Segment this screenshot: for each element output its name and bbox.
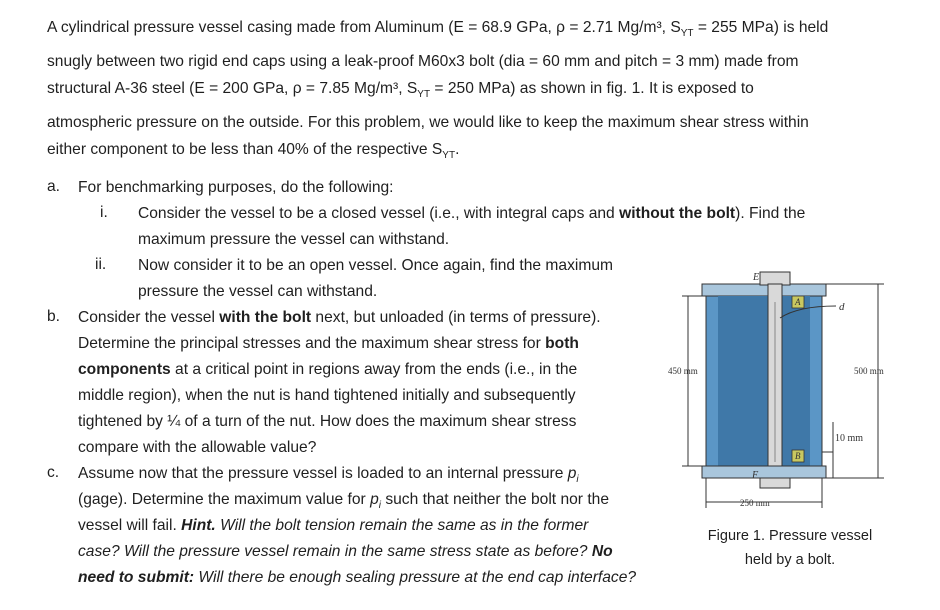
label-a: A: [795, 297, 801, 307]
part-b-line-2: Determine the principal stresses and the maximum shear stress for both: [78, 335, 579, 352]
part-b-marker: b.: [47, 308, 61, 325]
part-a-i-line-1: Consider the vessel to be a closed vessel (i.e., with integral caps and without the bolt). Find the: [138, 205, 806, 222]
part-c-line-1: Assume now that the pressure vessel is loaded to an internal pressure $p_i$: [78, 465, 579, 486]
intro-line-5: either component to be less than 40% of the respective $S_{YT}$.: [47, 141, 460, 162]
figure-1: [668, 262, 908, 522]
figure-caption: [690, 524, 890, 572]
caption-line-2: held by a bolt.: [744, 552, 836, 568]
label-d: d: [839, 301, 845, 313]
label-f: F: [752, 470, 759, 481]
bolt-head-top: [760, 272, 790, 285]
part-a-lead: For benchmarking purposes, do the following:: [78, 179, 394, 196]
pressure-vessel-diagram: [668, 262, 908, 522]
dim-450: 450 mm: [668, 366, 698, 376]
top-end-cap: [702, 284, 826, 296]
part-b-line-4: middle region), when the nut is hand tightened initially and subsequently: [78, 387, 576, 404]
dim-250: 250 mm: [740, 498, 770, 508]
part-a-ii-line-2: pressure the vessel can withstand.: [138, 283, 378, 300]
vessel-inner: [718, 296, 810, 466]
part-a-i-line-2: maximum pressure the vessel can withstand.: [138, 231, 450, 248]
part-a-marker: a.: [47, 178, 61, 195]
dim-10: 10 mm: [835, 433, 864, 444]
intro-paragraph: [47, 14, 922, 170]
part-b-line-3: components at a critical point in regions away from the ends (i.e., in the: [78, 361, 578, 378]
caption-line-1: Figure 1. Pressure vessel: [707, 528, 873, 544]
intro-line-1: A cylindrical pressure vessel casing made from Aluminum (E = 68.9 GPa, ρ = 2.71 Mg/m³, $S_{YT} = 255$ MPa) is held: [47, 19, 829, 40]
nut-bottom: [760, 478, 790, 488]
part-b-line-1: Consider the vessel with the bolt next, but unloaded (in terms of pressure).: [78, 309, 601, 326]
part-c-line-4: case? Will the pressure vessel remain in the same stress state as before? No: [78, 543, 613, 560]
part-b-line-6: compare with the allowable value?: [78, 439, 317, 456]
part-c-line-5: need to submit: Will there be enough sealing pressure at the end cap interface?: [78, 569, 637, 586]
bottom-end-cap: [702, 466, 826, 478]
intro-line-3: structural A-36 steel (E = 200 GPa, ρ = 7.85 Mg/m³, $S_{YT} = 250$ MPa) as shown in fig. 1. It is exposed to: [47, 80, 754, 101]
part-a-i-marker: i.: [100, 204, 108, 221]
part-a-ii-line-1: Now consider it to be an open vessel. Once again, find the maximum: [138, 257, 613, 274]
part-c-line-2: (gage). Determine the maximum value for $p_i$ such that neither the bolt nor the: [78, 491, 609, 512]
label-e: E: [753, 272, 760, 283]
part-c-line-3: vessel will fail. Hint. Will the bolt tension remain the same as in the former: [78, 517, 589, 534]
intro-line-2: snugly between two rigid end caps using a leak-proof M60x3 bolt (dia = 60 mm and pitch = 3 mm) made from: [47, 52, 799, 70]
part-a-ii-marker: ii.: [95, 256, 107, 273]
label-b: B: [795, 451, 801, 461]
part-b-line-5: tightened by ¼ of a turn of the nut. How does the maximum shear stress: [78, 413, 577, 430]
intro-line-4: atmospheric pressure on the outside. For this problem, we would like to keep the maximum shear stress within: [47, 113, 809, 131]
part-c-marker: c.: [47, 464, 60, 481]
dim-500: 500 mm: [854, 366, 884, 376]
